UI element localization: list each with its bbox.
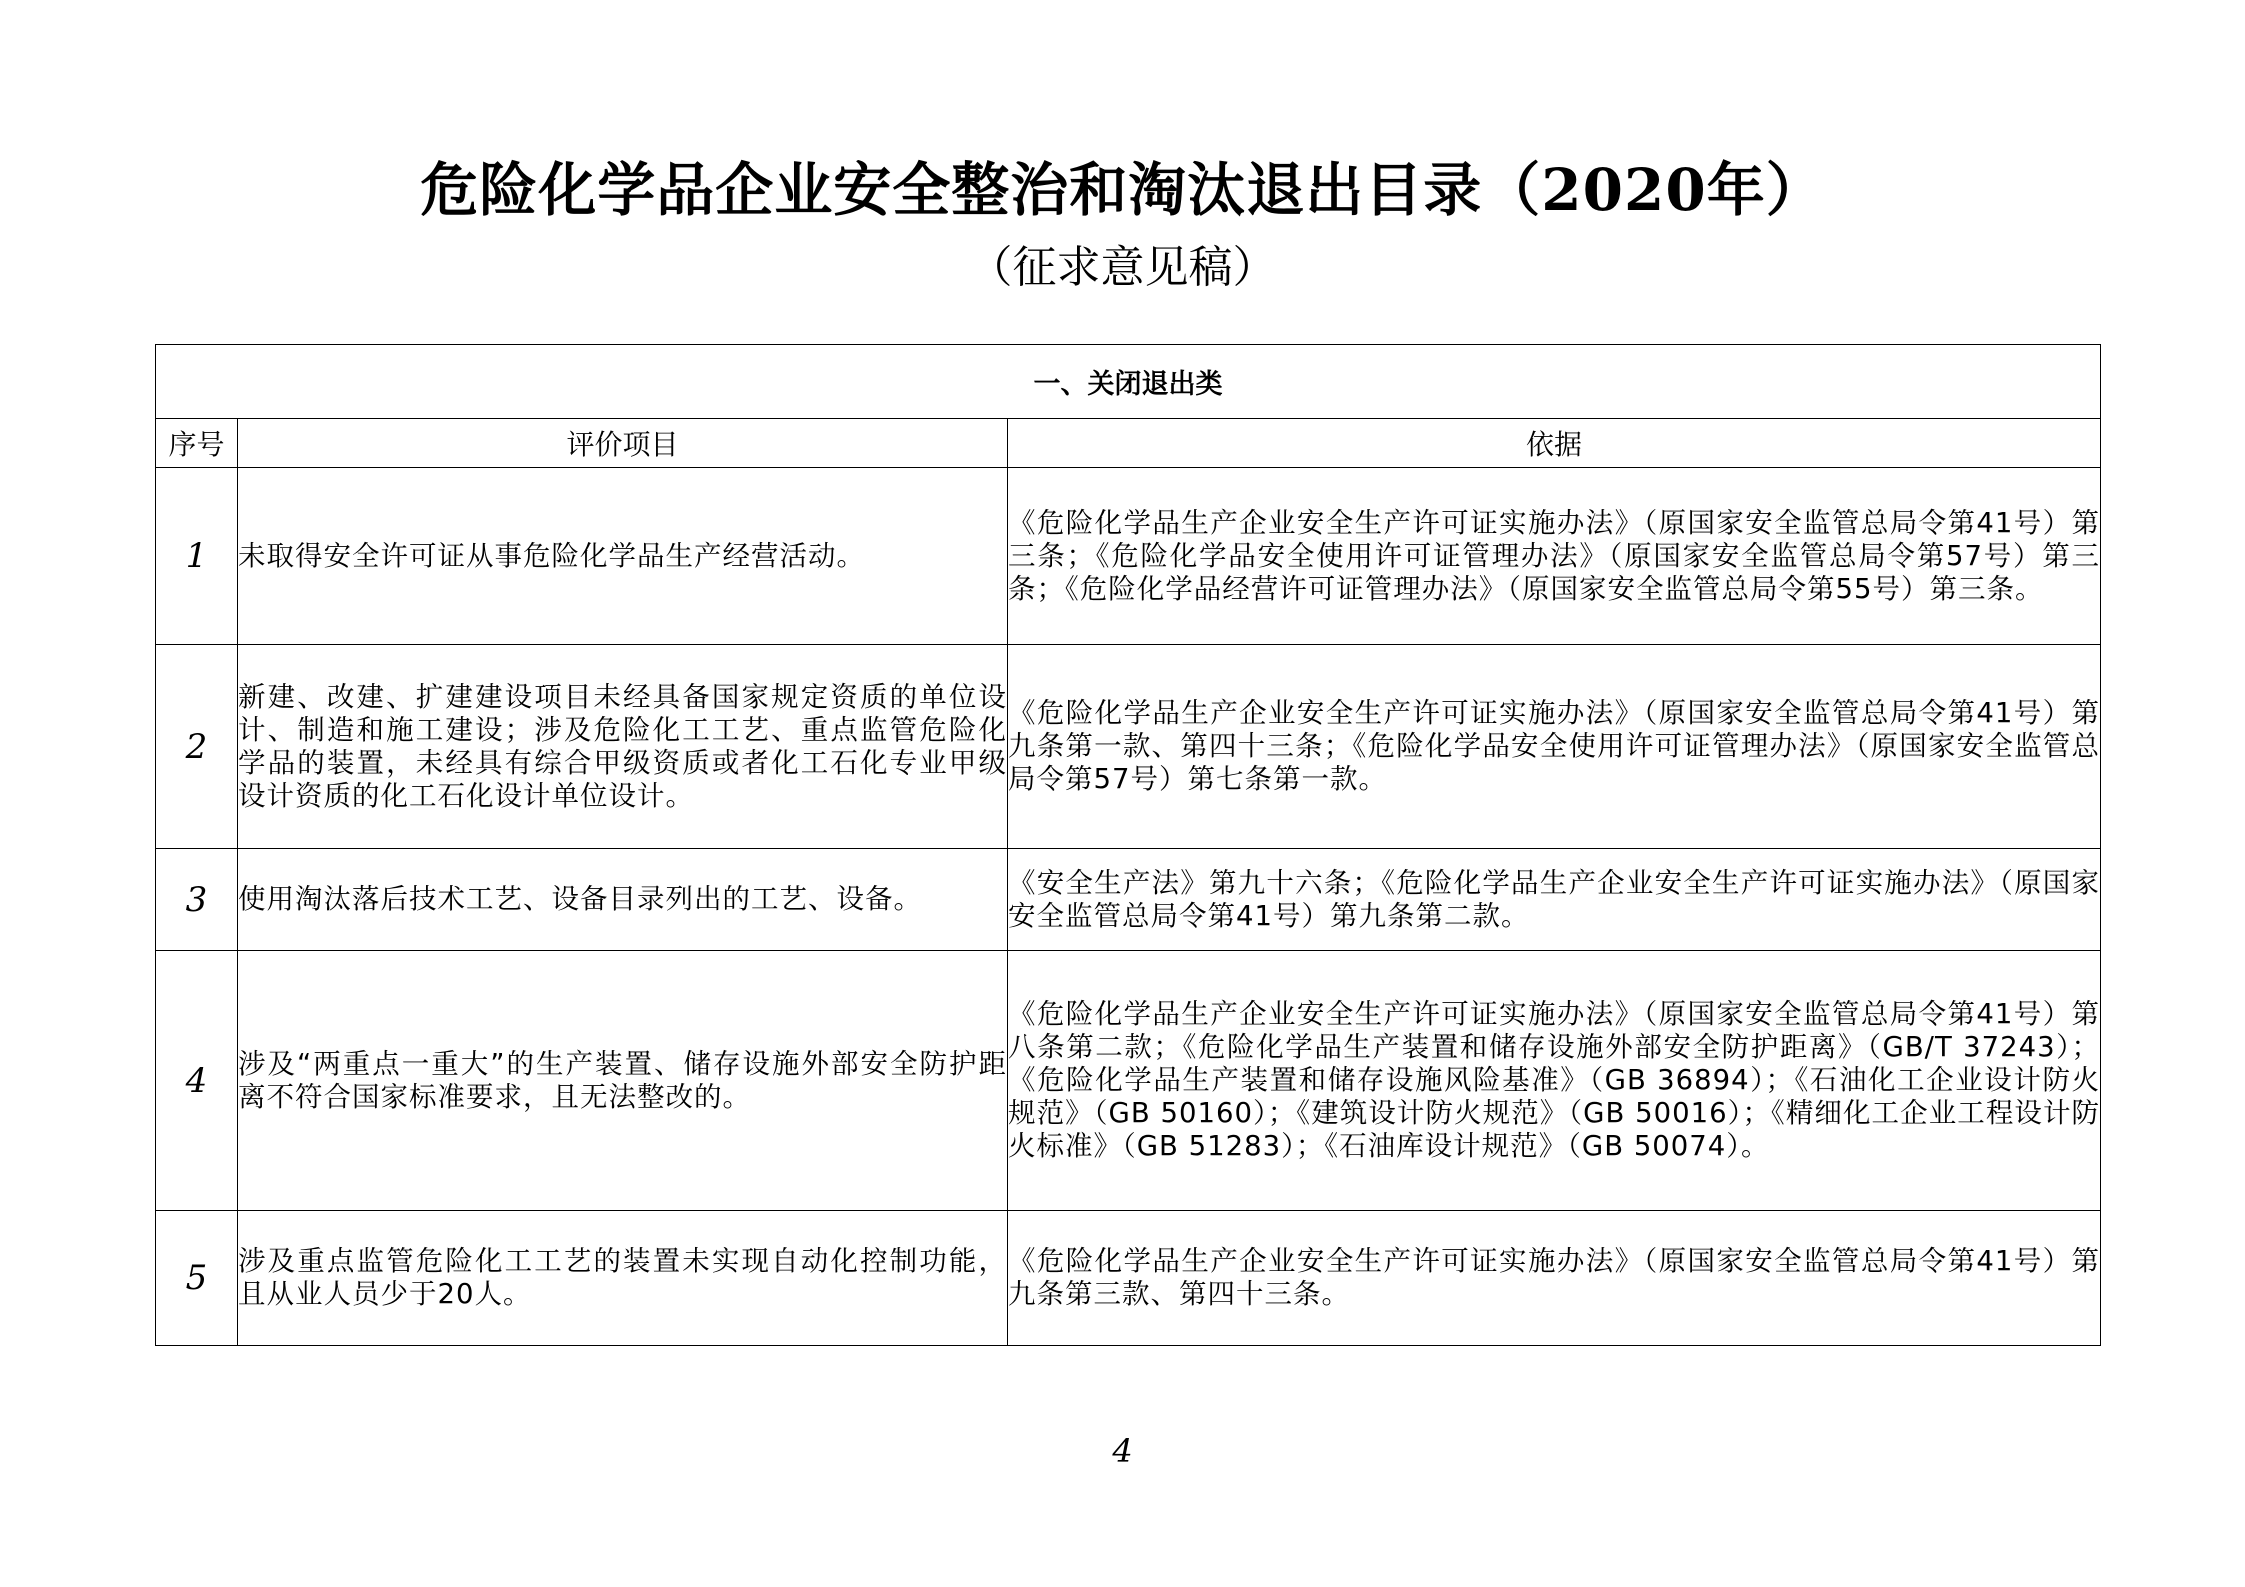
section-header-row [156, 345, 2101, 419]
section-title: 一、关闭退出类 [156, 345, 2101, 419]
row-basis: 《危险化学品生产企业安全生产许可证实施办法》（原国家安全监管总局令第41号）第九条第三款、第四十三条。 [1008, 1211, 2101, 1346]
row-seq: 4 [156, 951, 238, 1211]
header-item: 评价项目 [238, 419, 1008, 468]
row-basis: 《危险化学品生产企业安全生产许可证实施办法》（原国家安全监管总局令第41号）第九条第一款、第四十三条；《危险化学品安全使用许可证管理办法》（原国家安全监管总局令第57号）第七条第一款。 [1008, 645, 2101, 849]
table-row [156, 849, 2101, 951]
page-number: 4 [1112, 1432, 1133, 1470]
table-row [156, 645, 2101, 849]
row-seq: 3 [156, 849, 238, 951]
row-item: 涉及重点监管危险化工工艺的装置未实现自动化控制功能，且从业人员少于20人。 [238, 1211, 1008, 1346]
table-row [156, 951, 2101, 1211]
row-basis: 《安全生产法》第九十六条；《危险化学品生产企业安全生产许可证实施办法》（原国家安全监管总局令第41号）第九条第二款。 [1008, 849, 2101, 951]
column-header-row [156, 419, 2101, 468]
catalog-table [155, 344, 2101, 1346]
row-seq: 1 [156, 468, 238, 645]
header-seq: 序号 [156, 419, 238, 468]
table-row [156, 468, 2101, 645]
table-row [156, 1211, 2101, 1346]
document-subtitle: （征求意见稿） [968, 242, 1277, 293]
row-item: 新建、改建、扩建建设项目未经具备国家规定资质的单位设计、制造和施工建设；涉及危险化工工艺、重点监管危险化学品的装置，未经具有综合甲级资质或者化工石化专业甲级设计资质的化工石化设计单位设计。 [238, 645, 1008, 849]
row-seq: 2 [156, 645, 238, 849]
row-seq: 5 [156, 1211, 238, 1346]
row-basis: 《危险化学品生产企业安全生产许可证实施办法》（原国家安全监管总局令第41号）第三条；《危险化学品安全使用许可证管理办法》（原国家安全监管总局令第57号）第三条；《危险化学品经营许可证管理办法》（原国家安全监管总局令第55号）第三条。 [1008, 468, 2101, 645]
row-basis: 《危险化学品生产企业安全生产许可证实施办法》（原国家安全监管总局令第41号）第八条第二款；《危险化学品生产装置和储存设施外部安全防护距离》（GB/T 37243）；《危险化学品生产装置和储存设施风险基准》（GB 36894）；《石油化工企业设计防火规范》（GB 50160）；《建筑设计防火规范》（GB 50016）；《精细化工企业工程设计防火标准》（GB 51283）；《石油库设计规范》（GB 50074）。 [1008, 951, 2101, 1211]
header-basis: 依据 [1008, 419, 2101, 468]
row-item: 涉及“两重点一重大”的生产装置、储存设施外部安全防护距离不符合国家标准要求，且无法整改的。 [238, 951, 1008, 1211]
document-title: 危险化学品企业安全整治和淘汰退出目录（2020年） [420, 156, 1825, 224]
row-item: 使用淘汰落后技术工艺、设备目录列出的工艺、设备。 [238, 849, 1008, 951]
row-item: 未取得安全许可证从事危险化学品生产经营活动。 [238, 468, 1008, 645]
